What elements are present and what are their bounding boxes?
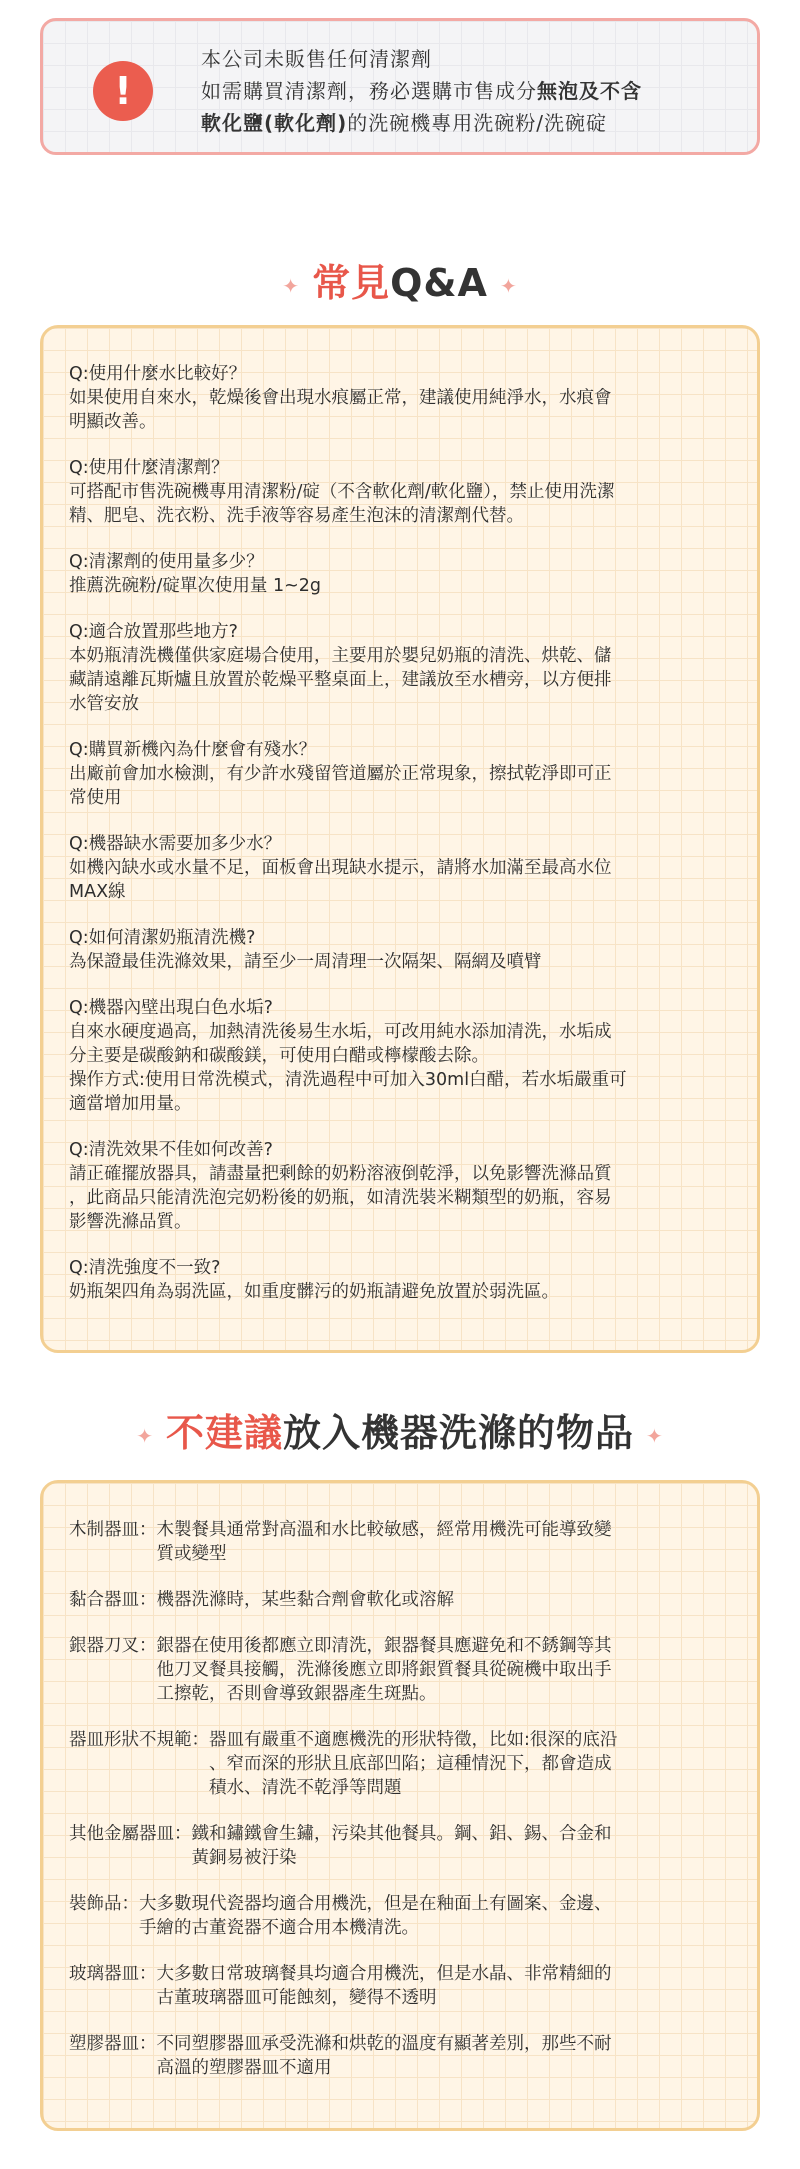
faq-question: Q:機器內壁出現白色水垢? (69, 998, 273, 1018)
faq-item (69, 738, 741, 810)
avoid-item-line: 工擦乾，否則會導致銀器產生斑點。 (156, 1684, 437, 1704)
faq-answer-line: 自來水硬度過高，加熱清洗後易生水垢，可改用純水添加清洗，水垢成 (69, 1022, 612, 1042)
faq-question: Q:機器缺水需要加多少水？ (69, 834, 282, 854)
notice-banner (40, 18, 760, 155)
faq-title-accent: 常見 (312, 261, 391, 305)
avoid-item-line: 高溫的塑膠器皿不適用 (156, 2058, 332, 2078)
notice-line-2 (201, 75, 751, 107)
faq-question: Q:購買新機內為什麼會有殘水？ (69, 740, 317, 760)
faq-answer-line: 推薦洗碗粉/碇單次使用量 1~2g (69, 576, 321, 596)
faq-title-rest: Q&A (390, 261, 488, 305)
avoid-item-label: 銀器刀叉： (69, 1636, 157, 1656)
avoid-item-description (139, 1892, 737, 1940)
avoid-item-line: 鐵和鏽鐵會生鏽，污染其他餐具。鋼、鋁、錫、合金和 (191, 1824, 612, 1844)
avoid-item-line: 質或變型 (156, 1544, 227, 1564)
faq-question: Q:如何清潔奶瓶清洗機? (69, 928, 256, 948)
avoid-items-card (40, 1480, 760, 2131)
faq-answer-line: MAX線 (69, 882, 126, 902)
faq-question: Q:清潔劑的使用量多少？ (69, 552, 264, 572)
faq-answer-line: 請正確擺放器具，請盡量把剩餘的奶粉溶液倒乾淨，以免影響洗滌品質 (69, 1164, 612, 1184)
avoid-item-description (192, 1822, 738, 1870)
avoid-item (69, 1518, 737, 1566)
avoid-item-label: 木制器皿： (69, 1520, 157, 1540)
avoid-item (69, 1728, 737, 1800)
avoid-item-label: 器皿形狀不規範： (69, 1730, 209, 1750)
faq-item (69, 926, 741, 974)
avoid-item (69, 1892, 737, 1940)
faq-answer-line: 如果使用自來水，乾燥後會出現水痕屬正常，建議使用純淨水，水痕會 (69, 388, 612, 408)
avoid-item-description (157, 2032, 738, 2080)
faq-answer-line: ，此商品只能清洗泡完奶粉後的奶瓶，如清洗裝米糊類型的奶瓶，容易 (69, 1188, 612, 1208)
faq-item (69, 362, 741, 434)
avoid-item-label: 黏合器皿： (69, 1590, 157, 1610)
sparkle-icon: ✦ (136, 1423, 154, 1448)
faq-question: Q:適合放置那些地方? (69, 622, 238, 642)
notice-line-3 (201, 107, 751, 139)
avoid-item-line: 器皿有嚴重不適應機洗的形狀特徵，比如:很深的底沿 (209, 1730, 618, 1750)
avoid-item-line: 銀器在使用後都應立即清洗，銀器餐具應避免和不銹鋼等其 (156, 1636, 612, 1656)
faq-answer-line: 精、肥皂、洗衣粉、洗手液等容易產生泡沫的清潔劑代替。 (69, 506, 524, 526)
sparkle-icon: ✦ (499, 273, 518, 298)
notice-line-2-emphasis: 無泡及不含 (537, 79, 642, 103)
faq-answer-line: 為保證最佳洗滌效果，請至少一周清理一次隔架、隔網及噴臂 (69, 952, 542, 972)
avoid-item-description (157, 1518, 738, 1566)
faq-card (40, 325, 760, 1353)
faq-item (69, 1138, 741, 1234)
faq-item (69, 1256, 741, 1304)
faq-item (69, 832, 741, 904)
faq-question: Q:使用什麼水比較好？ (69, 364, 247, 384)
avoid-item-label: 塑膠器皿： (69, 2034, 157, 2054)
faq-list (69, 362, 741, 1326)
faq-item (69, 996, 741, 1116)
faq-answer-line: 藏請遠離瓦斯爐且放置於乾燥平整桌面上，建議放至水槽旁，以方便排 (69, 670, 612, 690)
faq-question: Q:使用什麼清潔劑？ (69, 458, 229, 478)
avoid-item-line: 木製餐具通常對高溫和水比較敏感，經常用機洗可能導致變 (156, 1520, 612, 1540)
avoid-item-description (157, 1962, 738, 2010)
avoid-title-rest: 放入機器洗滌的物品 (283, 1411, 635, 1455)
avoid-item (69, 1822, 737, 1870)
notice-text (201, 43, 751, 139)
avoid-item (69, 2032, 737, 2080)
avoid-item-description (157, 1588, 738, 1612)
avoid-section-title (0, 1402, 800, 1457)
faq-item (69, 620, 741, 716)
faq-answer-line: 操作方式:使用日常洗模式，清洗過程中可加入30ml白醋，若水垢嚴重可 (69, 1070, 627, 1090)
avoid-item-line: 他刀叉餐具接觸，洗滌後應立即將銀質餐具從碗機中取出手 (156, 1660, 612, 1680)
faq-section-title (0, 252, 800, 307)
avoid-title-accent: 不建議 (165, 1411, 283, 1455)
faq-answer-line: 出廠前會加水檢測，有少許水殘留管道屬於正常現象，擦拭乾淨即可正 (69, 764, 612, 784)
faq-answer-line: 影響洗滌品質。 (69, 1212, 192, 1232)
avoid-item-description (209, 1728, 737, 1800)
avoid-item (69, 1634, 737, 1706)
avoid-item-line: 手繪的古董瓷器不適合用本機清洗。 (139, 1918, 419, 1938)
faq-answer-line: 奶瓶架四角為弱洗區，如重度髒污的奶瓶請避免放置於弱洗區。 (69, 1282, 559, 1302)
avoid-item-line: 黃銅易被汙染 (191, 1848, 297, 1868)
avoid-item-description (157, 1634, 738, 1706)
avoid-item (69, 1588, 737, 1612)
sparkle-icon: ✦ (282, 273, 301, 298)
faq-question: Q:清洗效果不佳如何改善? (69, 1140, 273, 1160)
faq-answer-line: 常使用 (69, 788, 122, 808)
exclamation-icon: ! (93, 61, 153, 121)
faq-answer-line: 如機內缺水或水量不足，面板會出現缺水提示，請將水加滿至最高水位 (69, 858, 612, 878)
notice-line-3-text: 的洗碗機專用洗碗粉/洗碗碇 (347, 111, 608, 135)
faq-answer-line: 本奶瓶清洗機僅供家庭場合使用，主要用於嬰兒奶瓶的清洗、烘乾、儲 (69, 646, 612, 666)
faq-answer-line: 可搭配市售洗碗機專用清潔粉/碇（不含軟化劑/軟化鹽），禁止使用洗潔 (69, 482, 615, 502)
notice-line-2-text: 如需購買清潔劑，務必選購市售成分 (201, 79, 537, 103)
avoid-item-line: 積水、清洗不乾淨等問題 (209, 1778, 402, 1798)
faq-answer-line: 明顯改善。 (69, 412, 157, 432)
faq-answer-line: 適當增加用量。 (69, 1094, 192, 1114)
avoid-item-label: 玻璃器皿： (69, 1964, 157, 1984)
faq-answer-line: 水管安放 (69, 694, 139, 714)
avoid-item-line: 機器洗滌時，某些黏合劑會軟化或溶解 (156, 1590, 454, 1610)
avoid-item-line: 大多數日常玻璃餐具均適合用機洗，但是水晶、非常精細的 (156, 1964, 612, 1984)
avoid-item-line: 大多數現代瓷器均適合用機洗，但是在釉面上有圖案、金邊、 (139, 1894, 612, 1914)
notice-line-1: 本公司未販售任何清潔劑 (201, 47, 432, 71)
avoid-item-line: 、窄而深的形狀且底部凹陷；這種情況下，都會造成 (209, 1754, 612, 1774)
sparkle-icon: ✦ (646, 1423, 664, 1448)
faq-item (69, 550, 741, 598)
avoid-item-label: 其他金屬器皿： (69, 1824, 192, 1844)
avoid-item-label: 裝飾品： (69, 1894, 139, 1914)
faq-item (69, 456, 741, 528)
avoid-item-line: 不同塑膠器皿承受洗滌和烘乾的溫度有顯著差別，那些不耐 (156, 2034, 612, 2054)
notice-line-3-emphasis: 軟化鹽(軟化劑) (201, 111, 348, 135)
faq-answer-line: 分主要是碳酸鈉和碳酸鎂，可使用白醋或檸檬酸去除。 (69, 1046, 489, 1066)
avoid-item-line: 古董玻璃器皿可能蝕刻，變得不透明 (156, 1988, 437, 2008)
avoid-item (69, 1962, 737, 2010)
avoid-items-list (69, 1518, 737, 2102)
faq-question: Q:清洗強度不一致? (69, 1258, 221, 1278)
